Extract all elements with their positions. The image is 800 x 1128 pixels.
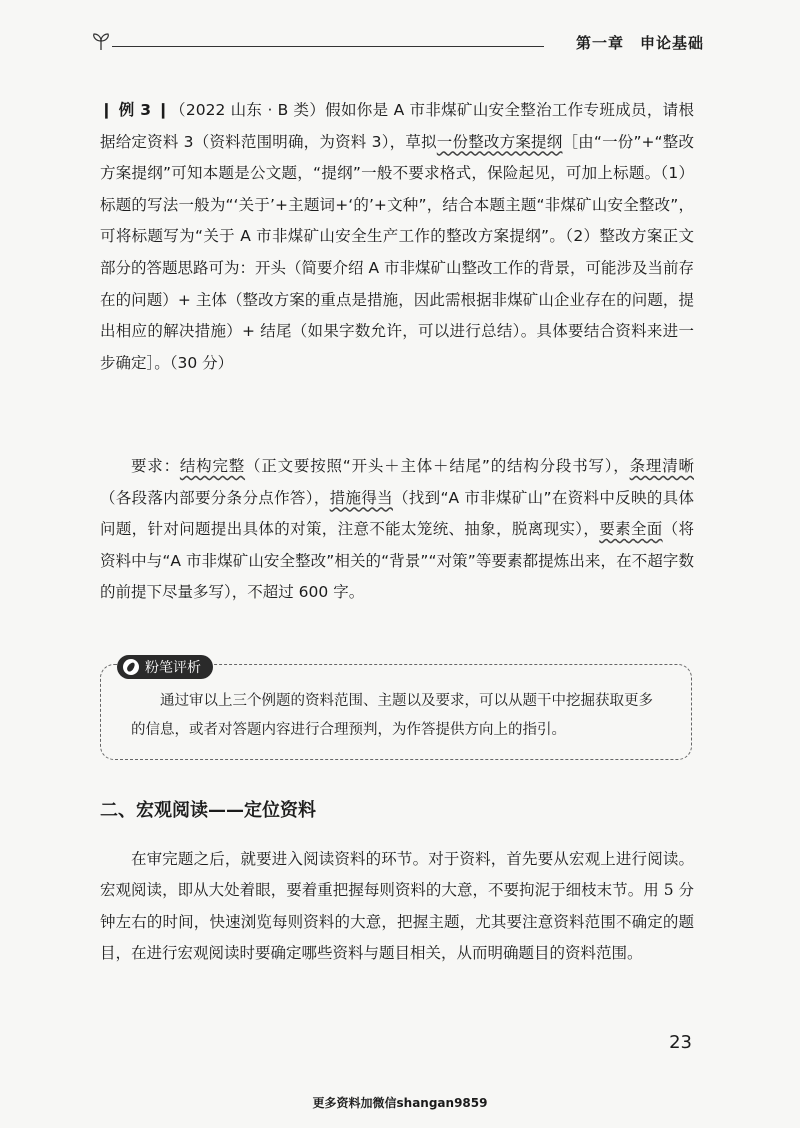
sprout-icon (90, 30, 112, 52)
example-question-underlined: 一份整改方案提纲 (436, 132, 563, 151)
analysis-badge-label: 粉笔评析 (145, 660, 201, 676)
req-measures-note: （找到“A 市非煤矿山”在资料中反映的具体问题，针对问题提出具体的对策，注意不能太笼统、抽象，脱离现实）， (100, 488, 694, 539)
req-elements: 要素全面 (599, 520, 663, 539)
example-question-analysis: ［由“一份”+“整改方案提纲”可知本题是公文题，“提纲”一般不要求格式，保险起见，可加上标题。（1）标题的写法一般为“‘关于’+主题词+‘的’+文种”，结合本题主题“非煤矿山安全整改”，可将标题写为“关于 A 市非煤矿山安全生产工作的整改方案提纲”。（2）整改方案正文部分的答题思路可为：开头（简要介绍 A 市非煤矿山整改工作的背景，可能涉及当前存在的问题）+ 主体（整改方案的重点是措施，因此需根据非煤矿山企业存在的问题，提出相应的解决措施）+ 结尾（如果字数允许，可以进行总结）。具体要结合资料来进一步确定］。（30 分） (100, 132, 694, 372)
req-structure-note: （正文要按照“开头＋主体＋结尾”的结构分段书写）， (245, 457, 630, 475)
analysis-box (100, 660, 692, 760)
req-clarity-note: （各段落内部要分条分点作答）， (100, 488, 330, 507)
example-tag: ❙ 例 3 ❙ (100, 101, 170, 119)
example-source: （2022 山东 · B 类） (169, 101, 326, 119)
header-rule (112, 46, 544, 47)
example-3 (100, 95, 694, 379)
requirements (100, 451, 694, 609)
req-measures: 措施得当 (329, 488, 393, 507)
leaf-badge-icon (123, 659, 139, 675)
example-question-2a: 请根据给定资料 3（资料范围明确，为资料 3），草拟 (100, 101, 694, 151)
page-header (90, 28, 704, 58)
analysis-text: 通过审以上三个例题的资料范围、主题以及要求，可以从题干中挖掘获取更多的信息，或者对答题内容进行合理预判，为作答提供方向上的指引。 (131, 693, 653, 738)
analysis-badge (117, 655, 213, 679)
footer-note: 更多资料加微信shangan9859 (312, 1096, 488, 1110)
section-body: 在审完题之后，就要进入阅读资料的环节。对于资料，首先要从宏观上进行阅读。宏观阅读，即从大处着眼，要着重把握每则资料的大意，不要拘泥于细枝末节。用 5 分钟左右的时间，快速浏览每则资料的大意，把握主题，尤其要注意资料范围不确定的题目，在进行宏观阅读时要确定哪些资料与题目相关，从而明确题目的资料范围。 (100, 850, 694, 963)
chapter-title: 第一章 申论基础 (575, 34, 704, 52)
page-number: 23 (669, 1032, 692, 1053)
req-elements-note: （将资料中与“A 市非煤矿山安全整改”相关的“背景”“对策”等要素都提炼出来，在不超字数的前提下尽量多写），不超过 600 字。 (100, 520, 694, 602)
section-title: 二、宏观阅读——定位资料 (100, 800, 316, 821)
req-lead: 要求： (131, 457, 180, 475)
req-clarity: 条理清晰 (629, 457, 694, 475)
example-question-1: 假如你是 A 市非煤矿山安全整治工作专班成员， (325, 101, 663, 119)
req-structure: 结构完整 (179, 457, 246, 475)
